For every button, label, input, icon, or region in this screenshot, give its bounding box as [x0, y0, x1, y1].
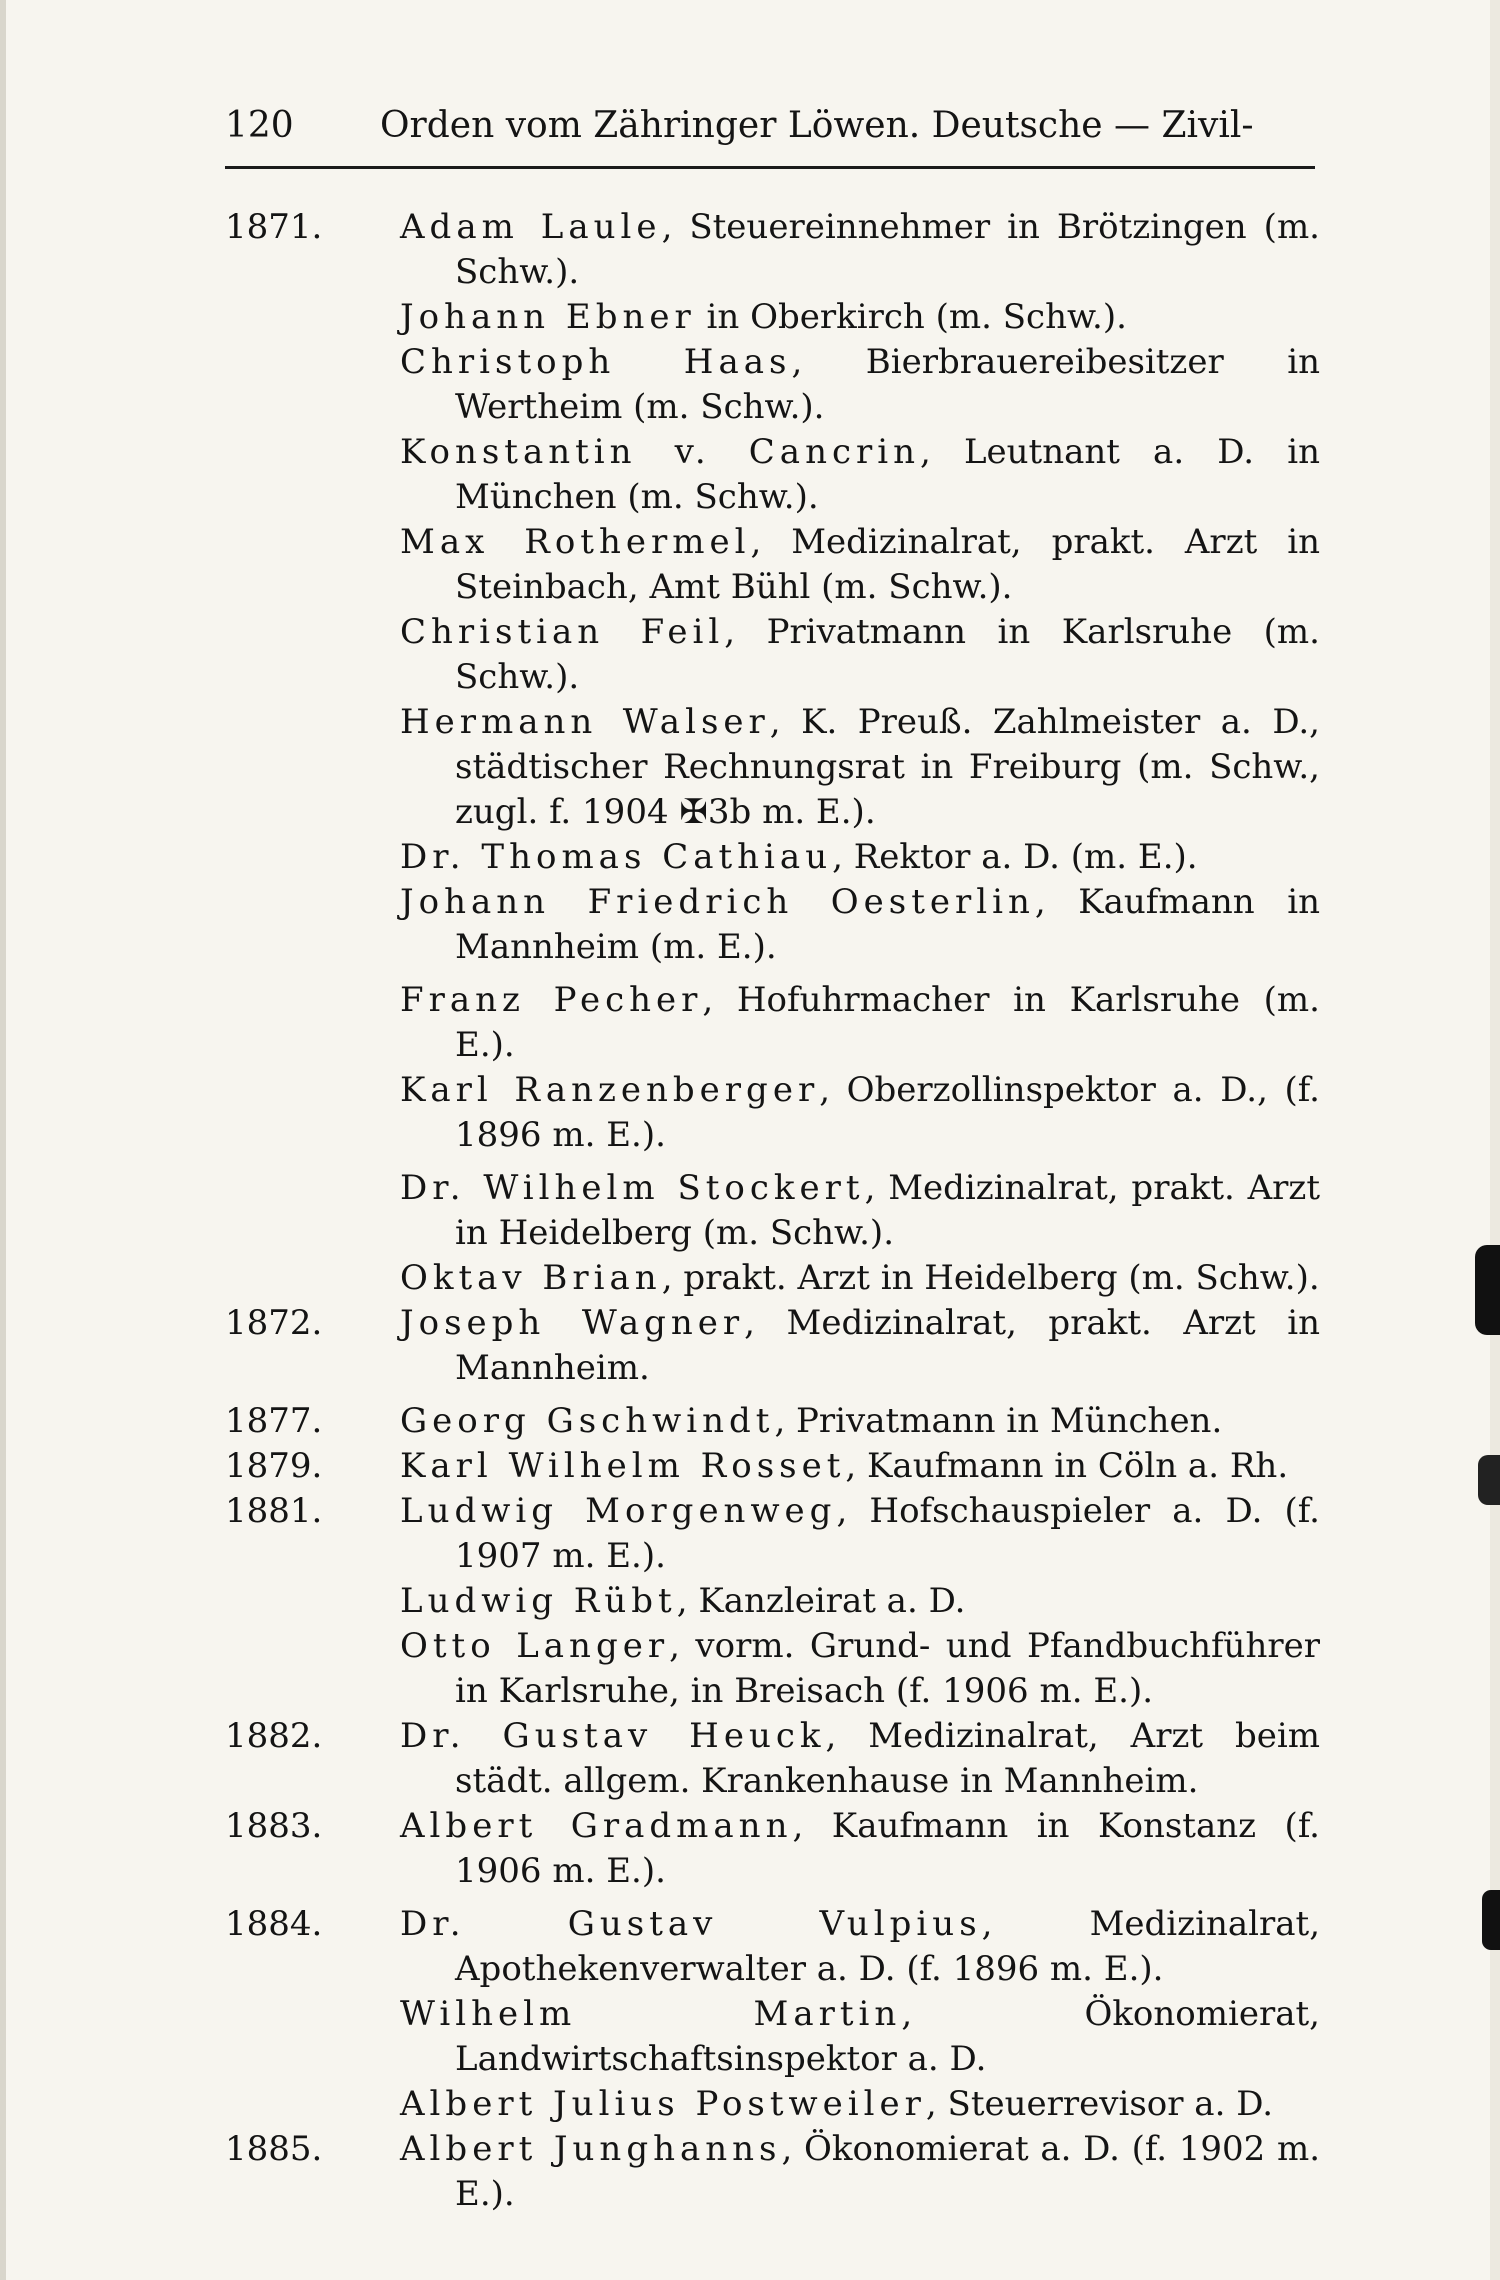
entry-name: Adam Laule — [400, 207, 662, 247]
entry-name: Johann Ebner — [400, 297, 696, 337]
entry-name: Max Rothermel — [400, 522, 751, 562]
entry-text — [400, 610, 1320, 700]
running-header — [225, 105, 1315, 155]
entry-year: 1883. — [225, 1806, 323, 1846]
list-item — [225, 1166, 1320, 1256]
entry-name: Karl Ranzenberger — [400, 1070, 820, 1110]
list-item — [225, 520, 1320, 610]
list-item — [225, 978, 1320, 1068]
entry-details: , Hofschauspieler a. D. (f. 1907 m. E.). — [455, 1491, 1320, 1576]
entry-year: 1882. — [225, 1716, 323, 1756]
entry-text — [400, 1301, 1320, 1391]
entry-details: , Kanzleirat a. D. — [676, 1581, 966, 1621]
entry-text — [400, 1714, 1320, 1804]
entry-text — [400, 1256, 1320, 1301]
entry-name: Dr. Thomas Cathiau — [400, 837, 833, 877]
ink-blot — [1478, 1455, 1500, 1505]
entry-name: Hermann Walser — [400, 702, 770, 742]
list-item — [225, 1992, 1320, 2082]
entry-details: , Medizinalrat, Arzt beim städt. allgem. Krankenhause in Mannheim. — [455, 1716, 1320, 1801]
entry-details: , Rektor a. D. (m. E.). — [832, 837, 1198, 877]
entry-details: , Steuereinnehmer in Brötzingen (m. Schw.). — [455, 207, 1320, 292]
list-item — [225, 610, 1320, 700]
entry-text — [400, 978, 1320, 1068]
entry-name: Albert Julius Postweiler — [400, 2084, 926, 2124]
list-item — [225, 1301, 1320, 1391]
list-item — [225, 700, 1320, 835]
list-item — [225, 205, 1320, 295]
entry-year: 1872. — [225, 1303, 323, 1343]
entry-name: Ludwig Morgenweg — [400, 1491, 837, 1531]
entry-details: , Medizinalrat, prakt. Arzt in Steinbach, Amt Bühl (m. Schw.). — [455, 522, 1320, 607]
entry-year: 1885. — [225, 2129, 323, 2169]
entry-details: , Steuerrevisor a. D. — [925, 2084, 1274, 2124]
entry-text — [400, 1489, 1320, 1579]
entry-name: Ludwig Rübt — [400, 1581, 677, 1621]
entry-details: , vorm. Grund- und Pfandbuchführer in Karlsruhe, in Breisach (f. 1906 m. E.). — [455, 1626, 1320, 1711]
list-item — [225, 1624, 1320, 1714]
list-item — [225, 1902, 1320, 1992]
entry-list — [225, 205, 1320, 2217]
entry-name: Dr. Gustav Vulpius — [400, 1904, 982, 1944]
entry-details: , Bierbrauereibesitzer in Wertheim (m. Schw.). — [455, 342, 1321, 427]
entry-details: , Ökonomierat a. D. (f. 1902 m. E.). — [455, 2129, 1320, 2214]
list-item — [225, 1256, 1320, 1301]
entry-text — [400, 295, 1320, 340]
entry-text — [400, 340, 1320, 430]
entry-details: , Kaufmann in Mannheim (m. E.). — [455, 882, 1320, 967]
list-item — [225, 835, 1320, 880]
entry-year: 1879. — [225, 1446, 323, 1486]
ink-blot — [1475, 1245, 1500, 1335]
entry-text — [400, 1399, 1320, 1444]
entry-details: , Leutnant a. D. in München (m. Schw.). — [455, 432, 1320, 517]
entry-details: , Hofuhrmacher in Karlsruhe (m. E.). — [455, 980, 1320, 1065]
list-item — [225, 880, 1320, 970]
entry-name: Albert Junghanns — [400, 2129, 782, 2169]
entry-text — [400, 700, 1320, 835]
list-item — [225, 2127, 1320, 2217]
entry-details: , K. Preuß. Zahlmeister a. D., städtischer Rechnungsrat in Freiburg (m. Schw., zugl. f. 1904 ✠3b m. E.). — [455, 702, 1320, 832]
entry-name: Johann Friedrich Oesterlin — [400, 882, 1035, 922]
header-rule — [225, 166, 1315, 169]
entry-name: Christoph Haas — [400, 342, 792, 382]
entry-text — [400, 430, 1320, 520]
entry-year: 1881. — [225, 1491, 323, 1531]
list-item — [225, 1489, 1320, 1579]
entry-text — [400, 1902, 1320, 1992]
entry-text — [400, 1579, 1320, 1624]
entry-text — [400, 1624, 1320, 1714]
ink-blot — [1482, 1890, 1500, 1950]
list-item — [225, 1714, 1320, 1804]
entry-text — [400, 2082, 1320, 2127]
entry-details: , Medizinalrat, prakt. Arzt in Mannheim. — [455, 1303, 1321, 1388]
entry-text — [400, 880, 1320, 970]
running-title: Orden vom Zähringer Löwen. Deutsche — Zivil- — [380, 105, 1254, 146]
entry-details: in Oberkirch (m. Schw.). — [695, 297, 1127, 337]
entry-details: , Privatmann in Karlsruhe (m. Schw.). — [455, 612, 1320, 697]
entry-text — [400, 520, 1320, 610]
entry-name: Karl Wilhelm Rosset — [400, 1446, 846, 1486]
page-edge-left — [0, 0, 6, 2280]
entry-text — [400, 1444, 1320, 1489]
entry-year: 1877. — [225, 1401, 323, 1441]
list-item — [225, 295, 1320, 340]
entry-text — [400, 2127, 1320, 2217]
entry-year: 1871. — [225, 207, 323, 247]
entry-details: , Medizinalrat, Apothekenverwalter a. D. (f. 1896 m. E.). — [455, 1904, 1321, 1989]
entry-details: , Kaufmann in Konstanz (f. 1906 m. E.). — [455, 1806, 1320, 1891]
list-item — [225, 1804, 1320, 1894]
list-item — [225, 2082, 1320, 2127]
list-item — [225, 1399, 1320, 1444]
page-number: 120 — [225, 105, 294, 146]
entry-details: , prakt. Arzt in Heidelberg (m. Schw.). — [661, 1258, 1320, 1298]
entry-details: , Ökonomierat, Landwirtschaftsinspektor a. D. — [455, 1994, 1320, 2079]
list-item — [225, 340, 1320, 430]
entry-name: Albert Gradmann — [400, 1806, 793, 1846]
entry-text — [400, 1068, 1320, 1158]
entry-text — [400, 1992, 1320, 2082]
entry-name: Oktav Brian — [400, 1258, 662, 1298]
entry-name: Konstantin v. Cancrin — [400, 432, 921, 472]
entry-name: Joseph Wagner — [400, 1303, 745, 1343]
entry-text — [400, 1166, 1320, 1256]
list-item — [225, 1068, 1320, 1158]
entry-text — [400, 1804, 1320, 1894]
entry-name: Franz Pecher — [400, 980, 703, 1020]
list-item — [225, 1579, 1320, 1624]
entry-name: Christian Feil — [400, 612, 725, 652]
list-item — [225, 430, 1320, 520]
entry-details: , Kaufmann in Cöln a. Rh. — [845, 1446, 1289, 1486]
entry-name: Dr. Gustav Heuck — [400, 1716, 826, 1756]
entry-details: , Medizinalrat, prakt. Arzt in Heidelberg (m. Schw.). — [455, 1168, 1320, 1253]
entry-details: , Oberzollinspektor a. D., (f. 1896 m. E.). — [455, 1070, 1320, 1155]
entry-name: Georg Gschwindt — [400, 1401, 775, 1441]
entry-details: , Privatmann in München. — [774, 1401, 1223, 1441]
entry-name: Otto Langer — [400, 1626, 670, 1666]
entry-name: Wilhelm Martin — [400, 1994, 902, 2034]
entry-year: 1884. — [225, 1904, 323, 1944]
entry-text — [400, 835, 1320, 880]
entry-name: Dr. Wilhelm Stockert — [400, 1168, 865, 1208]
entry-text — [400, 205, 1320, 295]
list-item — [225, 1444, 1320, 1489]
